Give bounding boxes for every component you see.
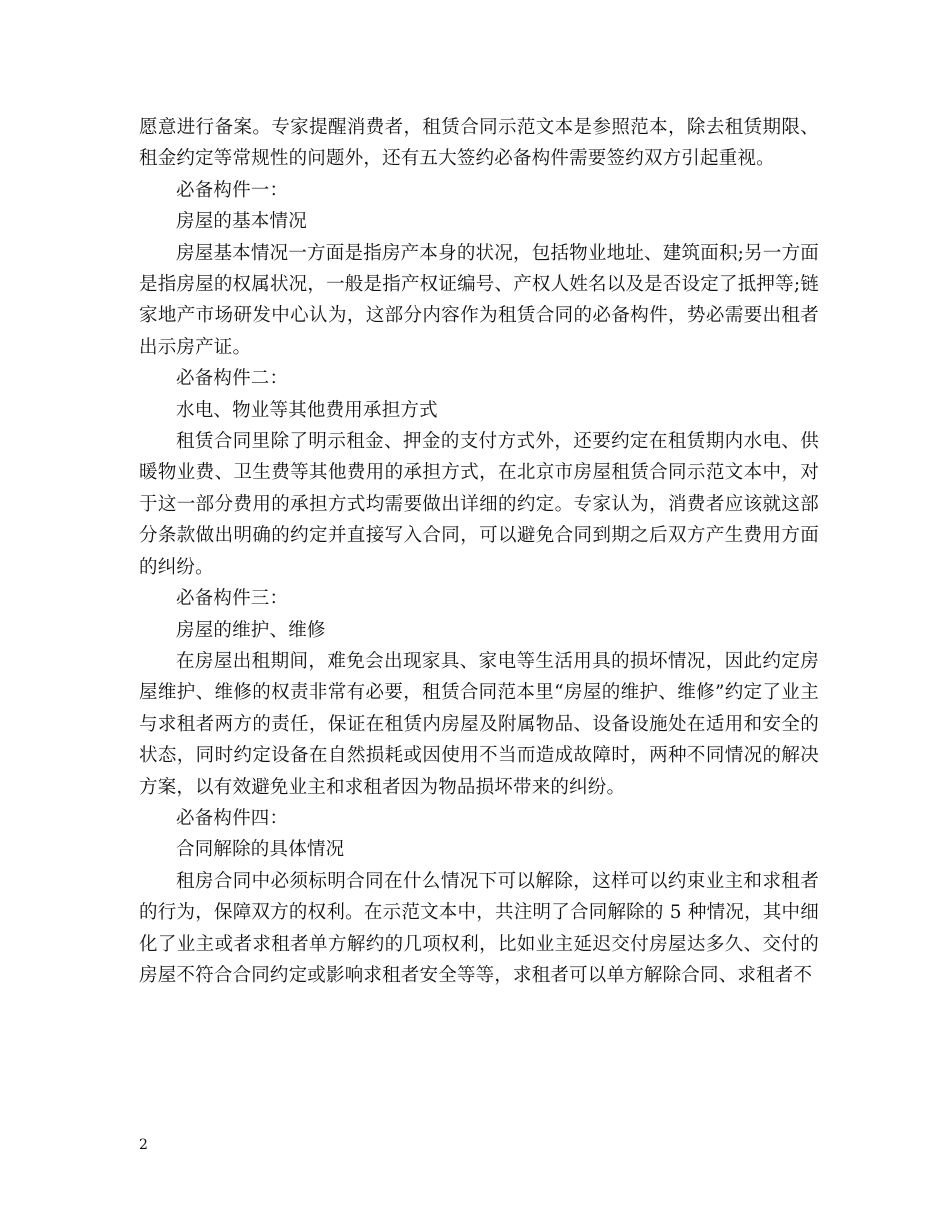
paragraph: 房屋基本情况一方面是指房产本身的状况，包括物业地址、建筑面积;另一方面是指房屋的权属状况，一般是指产权证编号、产权人姓名以及是否设定了抵押等;链家地产市场研发中心认为，这部分内容作为租赁合同的必备构件，势必需要出租者出示房产证。 — [139, 242, 819, 358]
section-heading: 房屋的维护、维修 — [176, 619, 326, 641]
paragraph: 租房合同中必须标明合同在什么情况下可以解除，这样可以约束业主和求租者的行为，保障双方的权利。在示范文本中，共注明了合同解除的 5 种情况，其中细化了业主或者求租者单方解约的几项权利，比如业主延迟交付房屋达多久、交付的房屋不符合合同约定或影响求租者安全等等，求租者可以单方解除合同、求租者不 — [139, 870, 819, 986]
section-label: 必备构件一： — [176, 179, 289, 201]
paragraph: 租赁合同里除了明示租金、押金的支付方式外，还要约定在租赁期内水电、供暖物业费、卫生费等其他费用的承担方式，在北京市房屋租赁合同示范文本中，对于这一部分费用的承担方式均需要做出详细的约定。专家认为，消费者应该就这部分条款做出明确的约定并直接写入合同，可以避免合同到期之后双方产生费用方面的纠纷。 — [139, 431, 819, 578]
section-heading: 房屋的基本情况 — [176, 211, 307, 233]
section-heading: 合同解除的具体情况 — [176, 839, 345, 861]
section-label: 必备构件三： — [176, 588, 289, 610]
section-heading: 水电、物业等其他费用承担方式 — [176, 399, 438, 421]
section-label: 必备构件四： — [176, 807, 289, 829]
paragraph: 愿意进行备案。专家提醒消费者，租赁合同示范文本是参照范本，除去租赁期限、租金约定等常规性的问题外，还有五大签约必备构件需要签约双方引起重视。 — [139, 117, 819, 170]
paragraph: 在房屋出租期间，难免会出现家具、家电等生活用具的损坏情况，因此约定房屋维护、维修的权责非常有必要，租赁合同范本里“房屋的维护、维修”约定了业主与求租者两方的责任，保证在租赁内房屋及附属物品、设备设施处在适用和安全的状态，同时约定设备在自然损耗或因使用不当而造成故障时，两种不同情况的解决方案，以有效避免业主和求租者因为物品损坏带来的纠纷。 — [139, 650, 819, 798]
document-body — [139, 112, 819, 991]
page-number: 2 — [139, 1137, 148, 1153]
section-label: 必备构件二： — [176, 368, 289, 390]
